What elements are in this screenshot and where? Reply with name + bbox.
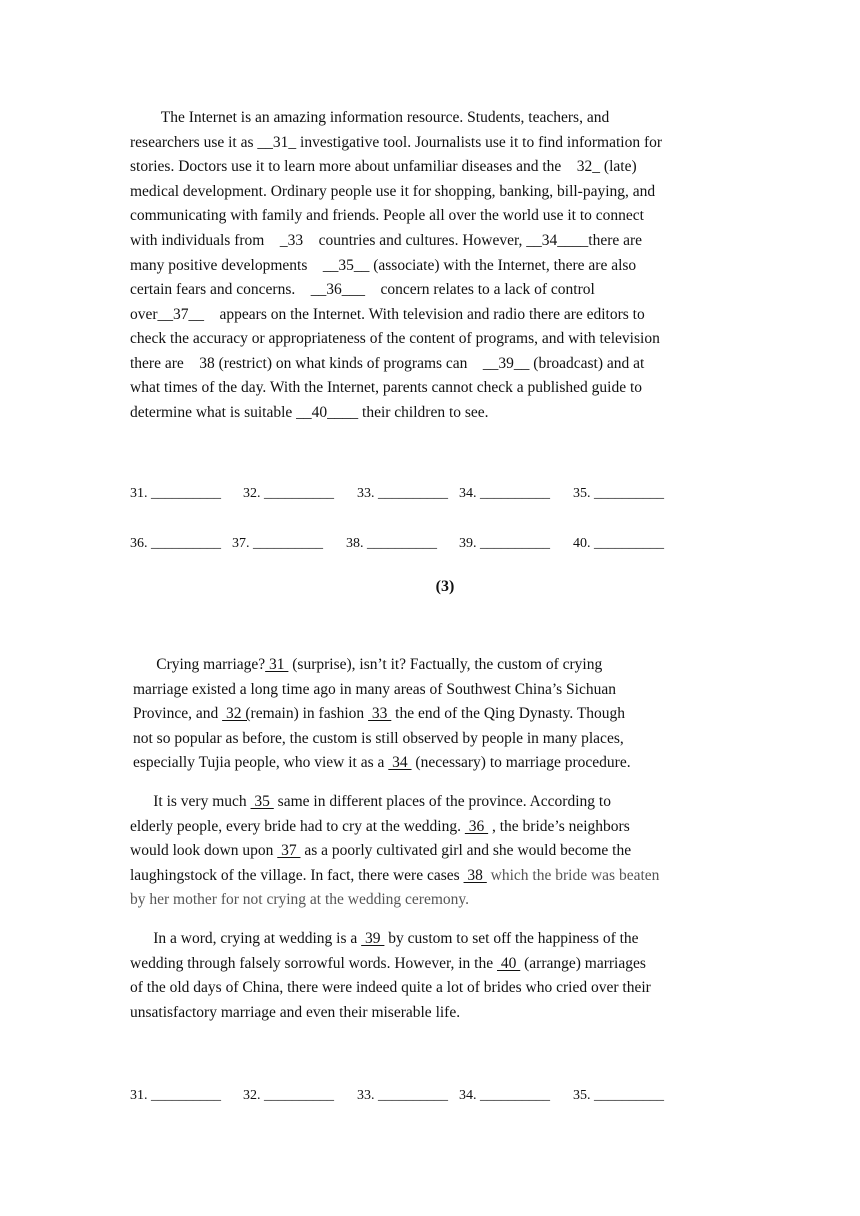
paragraph-line: not so popular as before, the custom is still observed by people in many places, [133,730,624,747]
text-run: In a word, crying at wedding is a [130,930,362,947]
paragraph-line [130,954,646,974]
answer-blank-31[interactable]: 31. __________ [130,486,221,501]
text-run: Crying marriage? [133,656,266,673]
answer-blank-35[interactable]: 35. __________ [573,1088,664,1103]
paragraph-line [133,704,625,724]
blank-39: 39 [361,930,385,947]
blank-34: 34 [388,754,412,771]
blank-32: 32 ( [222,705,251,722]
paragraph-line: communicating with family and friends. People all over the world use it to connect [130,207,644,224]
answer-blank-37[interactable]: 37. __________ [232,536,323,551]
text-run: which the bride was beaten [486,867,660,884]
paragraph-line: of the old days of China, there were indeed quite a lot of brides who cried over their [130,979,651,996]
blank-36: 36 [464,818,489,835]
paragraph-line: The Internet is an amazing information resource. Students, teachers, and [130,109,610,126]
text-run: Province, and [133,705,223,722]
paragraph-line: over__37__ appears on the Internet. With television and radio there are editors to [130,306,645,323]
text-run: as a poorly cultivated girl and she would become the [300,842,632,859]
section-heading: (3) [435,578,455,595]
text-run: by custom to set off the happiness of the [384,930,639,947]
blank-37: 37 [277,842,301,859]
text-run: laughingstock of the village. In fact, there were cases [130,867,464,884]
text-run: wedding through falsely sorrowful words. However, in the [130,955,497,972]
answer-blank-31[interactable]: 31. __________ [130,1088,221,1103]
answer-blank-39[interactable]: 39. __________ [459,536,550,551]
answer-blank-36[interactable]: 36. __________ [130,536,221,551]
paragraph-line: check the accuracy or appropriateness of the content of programs, and with television [130,330,660,347]
text-run: the end of the Qing Dynasty. Though [391,705,626,722]
paragraph-line: what times of the day. With the Internet, parents cannot check a published guide to [130,379,643,396]
text-run: same in different places of the province. According to [273,793,611,810]
text-run: It is very much [130,793,251,810]
paragraph-line: marriage existed a long time ago in many areas of Southwest China’s Sichuan [133,681,616,698]
answer-blank-32[interactable]: 32. __________ [243,1088,334,1103]
answer-blank-35[interactable]: 35. __________ [573,486,664,501]
paragraph-line: researchers use it as __31_ investigative tool. Journalists use it to find information for [130,134,663,151]
paragraph-line [130,866,659,886]
paragraph-line: stories. Doctors use it to learn more about unfamiliar diseases and the 32_ (late) [130,158,637,175]
text-run: would look down upon [130,842,278,859]
blank-38: 38 [463,867,487,884]
paragraph-line [130,817,630,837]
text-run: especially Tujia people, who view it as a [133,754,389,771]
paragraph-line [133,655,602,675]
answer-blank-34[interactable]: 34. __________ [459,1088,550,1103]
text-run: , the bride’s neighbors [488,818,630,835]
text-run: remain) in fashion [250,705,369,722]
paragraph-line: with individuals from _33 countries and cultures. However, __34____there are [130,232,643,249]
answer-blank-33[interactable]: 33. __________ [357,486,448,501]
paragraph-line [130,929,639,949]
paragraph-line [130,841,631,861]
answer-blank-34[interactable]: 34. __________ [459,486,550,501]
paragraph-line: unsatisfactory marriage and even their miserable life. [130,1004,461,1021]
blank-35: 35 [250,793,274,810]
paragraph-line [133,753,631,773]
paragraph-line: by her mother for not crying at the wedding ceremony. [130,891,470,908]
text-run: elderly people, every bride had to cry at the wedding. [130,818,465,835]
answer-blank-33[interactable]: 33. __________ [357,1088,448,1103]
blank-33: 33 [368,705,392,722]
paragraph-line: many positive developments __35__ (associate) with the Internet, there are also [130,257,637,274]
answer-blank-40[interactable]: 40. __________ [573,536,664,551]
paragraph-line: medical development. Ordinary people use it for shopping, banking, bill-paying, and [130,183,656,200]
paragraph-line [130,792,611,812]
blank-31: 31 [265,656,289,673]
text-run: (arrange) marriages [520,955,646,972]
blank-40: 40 [497,955,521,972]
answer-blank-38[interactable]: 38. __________ [346,536,437,551]
paragraph-line: there are 38 (restrict) on what kinds of programs can __39__ (broadcast) and at [130,355,645,372]
answer-blank-32[interactable]: 32. __________ [243,486,334,501]
text-run: (necessary) to marriage procedure. [411,754,631,771]
paragraph-line: certain fears and concerns. __36___ concern relates to a lack of control [130,281,595,298]
paragraph-line: determine what is suitable __40____ their children to see. [130,404,489,421]
text-run: (surprise), isn’t it? Factually, the custom of crying [288,656,603,673]
